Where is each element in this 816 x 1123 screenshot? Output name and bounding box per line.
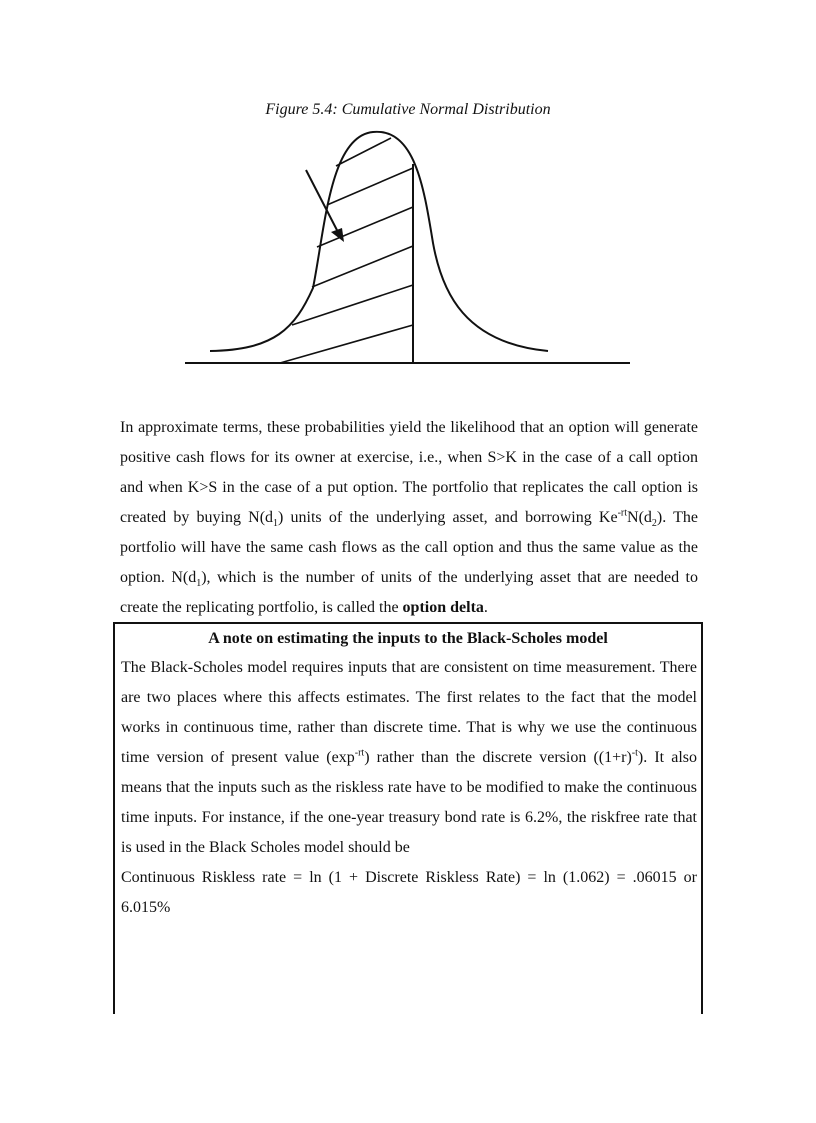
note-box [113,622,703,1014]
note-title: A note on estimating the inputs to the Black-Scholes model [208,630,608,647]
hatch-line [327,168,413,205]
normal-distribution-figure [180,128,635,373]
figure-caption: Figure 5.4: Cumulative Normal Distribution [265,101,551,118]
bell-curve [210,132,548,351]
note-text: The Black-Scholes model requires inputs that are consistent on time measurement. There are two places where this affects estimates. The first relates to the fact that the model works in continuous time, rather than discrete time. That is why we use the continuous time version of present value $(\exp^{-rt})$ rather than the discrete version $((1+r)^{-t})$. It also means that the inputs such as the riskless rate have to be modified to make the continuous time inputs. For instance, if the one-year treasury bond rate is 6.2%, the riskfree rate that is used in the Black Scholes model should be Continuous Riskless rate = ln (1 + Discrete Riskless Rate) = ln (1.062) = .06015 or 6.015% [121,653,697,923]
hatch-line [312,246,413,287]
body-paragraph: In approximate terms, these probabilities yield the likelihood that an option will generate positive cash flows for its owner at exercise, i.e., when S>K in the case of a call option and when K>S in the case of a put option. The portfolio that replicates the call option is created by buying $N(d_1)$ units of the underlying asset, and borrowing $Ke^{-rt}N(d_2)$. The portfolio will have the same cash flows as the call option and thus the same value as the option. $N(d_1)$, which is the number of units of the underlying asset that are needed to create the replicating portfolio, is called the option delta. [120,419,698,616]
option-delta-term: option delta [402,599,484,616]
hatch-line [292,285,413,325]
hatch-line [317,207,413,247]
hatch-line [336,138,391,166]
hatch-line [280,325,413,363]
riskless-rate-formula: Continuous Riskless rate = ln (1 + Discrete Riskless Rate) = ln (1.062) = .06015 or 6.015% [121,869,697,916]
